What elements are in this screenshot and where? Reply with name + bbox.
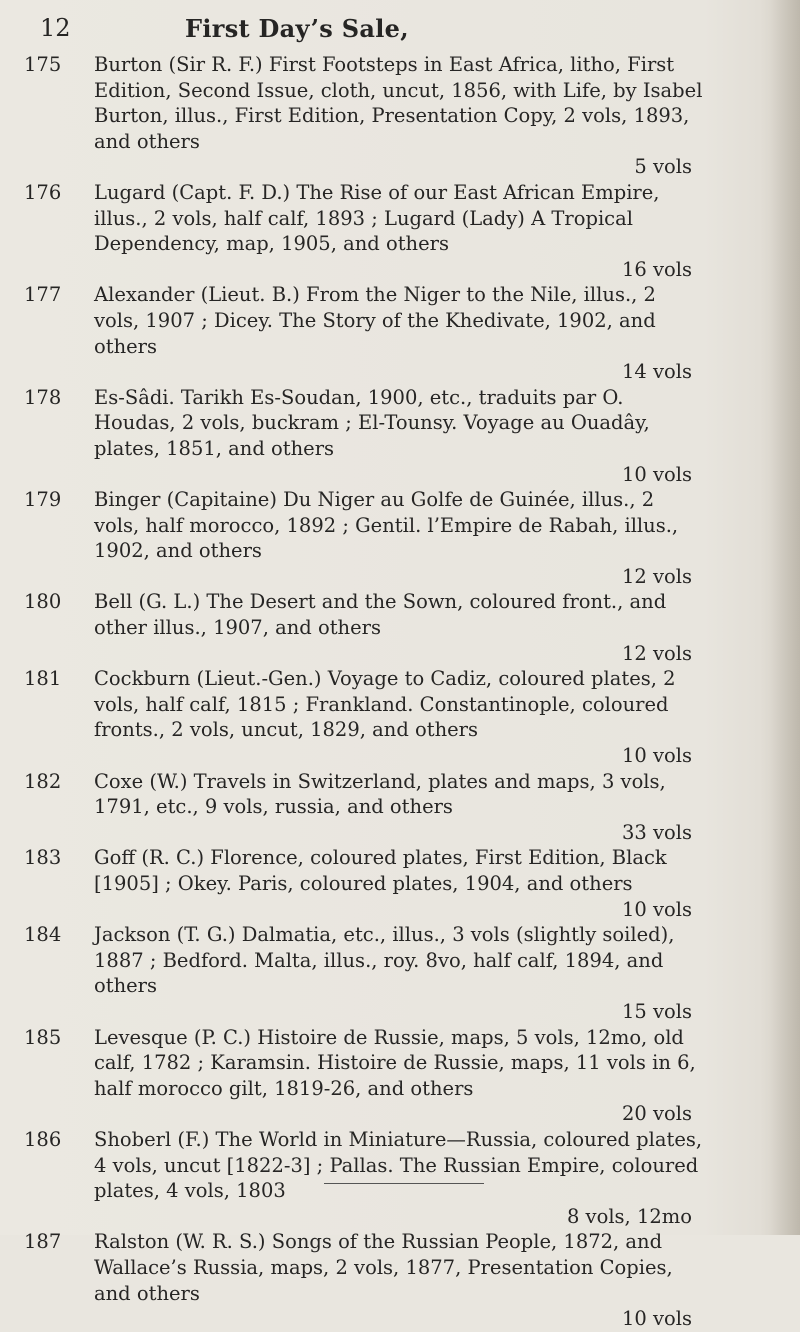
lot-volumes: 33 vols [621, 820, 692, 844]
lot-description: Cockburn (Lieut.-Gen.) Voyage to Cadiz, coloured plates, 2 vols, half calf, 1815 ; Frankland. Constantinople, coloured fronts., 2 vols, uncut, 1829, and others [94, 667, 676, 742]
lot-number: 178 [24, 385, 62, 409]
lot-description: Goff (R. C.) Florence, coloured plates, First Edition, Black [1905] ; Okey. Paris, coloured plates, 1904, and others [94, 846, 667, 895]
lot-entry [24, 180, 704, 282]
lot-volumes: 5 vols [634, 155, 692, 179]
lot-number: 182 [24, 769, 62, 793]
lot-volumes: 12 vols [621, 564, 692, 588]
lot-entry [24, 666, 704, 768]
lot-volumes: 10 vols [621, 462, 692, 486]
page-number: 12 [40, 14, 71, 42]
lot-volumes: 20 vols [621, 1102, 692, 1126]
lot-number: 185 [24, 1025, 62, 1049]
lot-volumes: 8 vols, 12mo [566, 1204, 692, 1228]
lot-entry [24, 845, 704, 922]
lot-entry [24, 52, 704, 180]
lot-entry [24, 1025, 704, 1127]
lot-entry [24, 1229, 704, 1331]
lot-entry [24, 922, 704, 1024]
lot-entry [24, 589, 704, 666]
lot-volumes: 14 vols [621, 360, 692, 384]
lot-description: Levesque (P. C.) Histoire de Russie, maps, 5 vols, 12mo, old calf, 1782 ; Karamsin. Histoire de Russie, maps, 11 vols in 6, half morocco gilt, 1819-26, and others [94, 1025, 696, 1100]
lot-number: 184 [24, 923, 62, 947]
lot-description: Shoberl (F.) The World in Miniature—Russia, coloured plates, 4 vols, uncut [1822-3] ; Pallas. The Russian Empire, coloured plates, 4 vols, 1803 [94, 1127, 703, 1203]
lot-description: Binger (Capitaine) Du Niger au Golfe de Guinée, illus., 2 vols, half morocco, 1892 ; Gentil. l’Empire de Rabah, illus., 1902, and others [94, 488, 679, 563]
lot-volumes: 10 vols [621, 1307, 692, 1331]
page-header [40, 14, 760, 44]
lot-volumes: 10 vols [621, 744, 692, 768]
lot-entry [24, 769, 704, 846]
lot-number: 183 [24, 846, 62, 870]
lot-number: 179 [24, 488, 62, 512]
lot-number: 176 [24, 180, 62, 204]
lot-number: 181 [24, 667, 62, 691]
lot-volumes: 12 vols [621, 641, 692, 665]
lot-number: 175 [24, 53, 62, 76]
page-edge-shadow [770, 0, 800, 1235]
lot-description: Coxe (W.) Travels in Switzerland, plates and maps, 3 vols, 1791, etc., 9 vols, russia, and others [94, 769, 666, 819]
running-title: First Day’s Sale, [185, 14, 409, 43]
lot-description: Jackson (T. G.) Dalmatia, etc., illus., 3 vols (slightly soiled), 1887 ; Bedford. Malta, illus., roy. 8vo, half calf, 1894, and others [94, 923, 675, 998]
lot-volumes: 10 vols [621, 897, 692, 921]
lot-description: Bell (G. L.) The Desert and the Sown, coloured front., and other illus., 1907, and others [94, 590, 667, 640]
lot-number: 186 [24, 1127, 62, 1151]
lot-number: 180 [24, 590, 62, 614]
lot-description: Burton (Sir R. F.) First Footsteps in East Africa, litho, First Edition, Second Issue, cloth, uncut, 1856, with Life, by Isabel Burton, illus., First Edition, Presentation Copy, 2 vols, 1893, and others [94, 53, 703, 153]
lot-number: 177 [24, 283, 62, 307]
lot-entry [24, 385, 704, 487]
lot-description: Lugard (Capt. F. D.) The Rise of our East African Empire, illus., 2 vols, half calf, 1893 ; Lugard (Lady) A Tropical Dependency, map, 1905, and others [94, 180, 660, 256]
lot-description: Ralston (W. R. S.) Songs of the Russian People, 1872, and Wallace’s Russia, maps, 2 vols, 1877, Presentation Copies, and others [94, 1230, 673, 1305]
lot-volumes: 15 vols [621, 999, 692, 1023]
lot-entry [24, 282, 704, 384]
lot-volumes: 16 vols [621, 257, 692, 281]
lot-list [24, 52, 704, 1332]
lot-entry [24, 1127, 704, 1229]
lot-description: Es-Sâdi. Tarikh Es-Soudan, 1900, etc., traduits par O. Houdas, 2 vols, buckram ; El-Tounsy. Voyage au Ouadây, plates, 1851, and others [94, 385, 650, 460]
bottom-rule [324, 1183, 484, 1184]
lot-entry [24, 487, 704, 589]
lot-description: Alexander (Lieut. B.) From the Niger to the Nile, illus., 2 vols, 1907 ; Dicey. The Story of the Khedivate, 1902, and others [94, 283, 656, 358]
lot-number: 187 [24, 1230, 62, 1254]
